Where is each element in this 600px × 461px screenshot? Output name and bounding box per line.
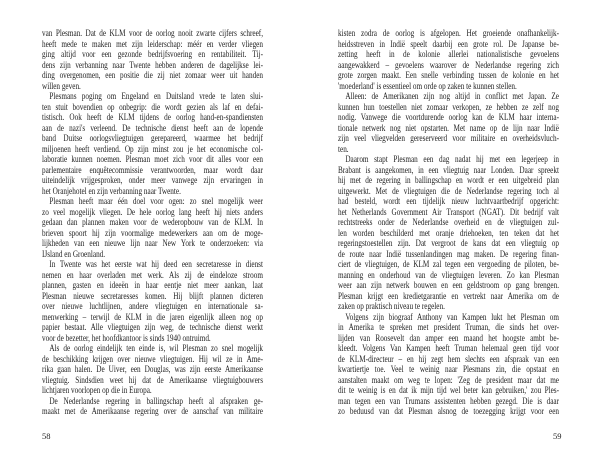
page-number: 58 — [42, 431, 51, 441]
text-line: man tegen een van Trumans assistenten hebben gezegd. Die is daar — [338, 395, 559, 406]
text-line: brieven spoort hij zijn voormalige medewerkers aan om de moge- — [42, 227, 263, 238]
text-line: parlementaire enquêtecommissie verantwoorden, maar wordt daar — [42, 164, 263, 175]
text-line: In Twente was het eerste wat hij deed een secretaresse in dienst — [49, 259, 263, 269]
text-line: Plesmans poging om Engeland en Duitsland vrede te laten slui- — [49, 91, 263, 101]
text-line: dit te weinig is en dat ik mijn tijd wel beter kan gebruiken,' zou Ples- — [338, 385, 559, 395]
text-line: menwerking – terwijl de KLM in die jaren eigenlijk alleen nog op — [42, 311, 263, 322]
text-line: over nieuwe luchtlijnen, andere vliegtuigen en internationale sa- — [42, 301, 263, 311]
left-page-text — [42, 28, 263, 417]
text-line: kunnen hun toestellen niet zomaar verkopen, ze hebben ze zelf nog — [338, 101, 559, 112]
text-line: dens zijn verbanning naar Twente hebben anderen de dagelijkse lei- — [42, 59, 263, 70]
text-line: ten. — [338, 143, 349, 154]
text-line: miljoenen heeft verdiend. Op zijn minst zou je het economische col- — [42, 143, 263, 154]
text-line: plannen, gasten en ideeën in haar eentje niet meer aankan, laat — [42, 280, 263, 290]
right-page-text — [338, 28, 559, 417]
text-line: uiteindelijk vrijgesproken, onder meer vanwege zijn ervaringen in — [42, 175, 263, 185]
text-line: zetting heeft in de kolonie allerlei nationalistische gevoelens — [338, 49, 559, 59]
text-line: aan de nazi's verleend. De technische dienst heeft aan de lopende — [42, 122, 263, 133]
text-line: van Plesman. Dat de KLM voor de oorlog nooit zwarte cijfers schreef, — [42, 28, 263, 38]
text-line: heidsstreven in Indië speelt daarbij een grote rol. De Japanse be- — [338, 38, 559, 49]
text-line: Plesman krijgt een kredietgarantie en vertrekt naar Amerika om de — [338, 290, 559, 301]
text-line: Daarom stapt Plesman een dag nadat hij met een legerjeep in — [345, 154, 559, 164]
text-line: heeft mede te maken met zijn leiderschap: méér en verder vliegen — [42, 38, 263, 49]
text-line: aanstalten maakt om weg te lopen: 'Zeg de president maar dat me — [338, 374, 559, 385]
text-line: Als de oorlog eindelijk ten einde is, wil Plesman zo snel mogelijk — [49, 343, 263, 353]
text-line: lichtjaren voorlopen op die in Europa. — [42, 385, 152, 395]
paragraph — [42, 91, 263, 196]
text-line: papier bestaat. Alle vliegtuigen zijn weg, de technische dienst werkt — [42, 322, 263, 332]
text-line: rika gaan halen. De Uiver, een Douglas, was zijn eerste Amerikaanse — [42, 364, 263, 374]
text-line: ging altijd voor een gezonde bedrijfsvoering en rentabiliteit. Tij- — [42, 49, 263, 59]
text-line: lijkheden van een nieuwe lijn naar New York te onderzoeken: via — [42, 238, 263, 248]
text-line: kleedt. Volgens Van Kampen heeft Truman helemaal geen tijd voor — [338, 343, 559, 353]
text-line: het Oranjehotel en zijn verbanning naar Twente. — [42, 185, 181, 196]
text-line: tistisch. Ook heeft de KLM tijdens de oorlog hand-en-spandiensten — [42, 112, 263, 122]
page-number: 59 — [553, 431, 562, 441]
text-line: manning en onderhoud van de vliegtuigen leveren. Zo kan Plesman — [338, 269, 559, 280]
text-line: maakt met de Amerikaanse regering over de aanschaf van militaire — [42, 406, 263, 416]
text-line: lijden van Roosevelt dan amper een maand het hoogste ambt be- — [338, 332, 559, 343]
text-line: de KLM-directeur – en hij zegt hem slechts een afspraak van een — [338, 353, 559, 364]
text-line: weer aan zijn netwerk bouwen en een geldstroom op gang brengen. — [338, 280, 559, 290]
text-line: ding overgenomen, een positie die zij niet zomaar weer uit handen — [42, 70, 263, 80]
text-line: regeringstoestellen zijn. Dat vergroot de kans dat een vliegtuig op — [338, 238, 559, 248]
text-line: laboratie kunnen noemen. Plesman moet zich voor dit alles voor een — [42, 154, 263, 164]
text-line: grote zorgen maakt. Een snelle verbinding tussen de kolonie en het — [338, 70, 559, 80]
text-line: zijn veel vliegvelden gereserveerd voor militaire en overheidsvluch- — [338, 133, 559, 143]
text-line: hij met de regering in ballingschap en wordt er een uitgebreid plan — [338, 175, 559, 185]
text-line: tionale netwerk nog niet opstarten. Met name op de lijn naar Indië — [338, 122, 559, 133]
paragraph — [338, 154, 559, 312]
paragraph — [338, 91, 559, 154]
text-line: Brabant is aangekomen, in een vliegtuig naar Londen. Daar spreekt — [338, 164, 559, 175]
text-line: De Nederlandse regering in ballingschap heeft al afspraken ge- — [49, 395, 263, 406]
text-line: het Netherlands Government Air Transport (NGAT). Dit bedrijf valt — [338, 206, 559, 217]
paragraph — [42, 343, 263, 396]
text-line: voor de bezetter, het hoofdkantoor is sinds 1940 ontruimd. — [42, 332, 211, 343]
text-line: de beschikking krijgen over nieuwe vliegtuigen. Hij wil ze in Ame- — [42, 353, 263, 364]
text-line: vliegtuig. Sindsdien weet hij dat de Amerikaanse vliegtuigbouwers — [42, 374, 263, 385]
text-line: Volgens zijn biograaf Anthony van Kampen lukt het Plesman om — [345, 311, 559, 322]
text-line: len worden beschilderd met oranje driehoeken, ten teken dat het — [338, 227, 559, 238]
text-line: de route naar Indië tussenlandingen mag maken. De regering finan- — [338, 248, 559, 259]
text-line: had besteld, wordt een tijdelijk nieuw luchtvaartbedrijf opgericht: — [338, 196, 559, 206]
text-line: Plesman nieuwe secretaresses komen. Hij blijft plannen dicteren — [42, 290, 263, 301]
text-line: zo veel mogelijk vliegen. De hele oorlog lang heeft hij niets anders — [42, 206, 263, 217]
text-line: ciert de vliegtuigen, de KLM zal tegen een vergoeding de piloten, be- — [338, 259, 559, 269]
text-line: aangewakkerd – gevoelens waarover de Nederlandse regering zich — [338, 59, 559, 70]
paragraph — [42, 396, 263, 417]
paragraph — [338, 28, 559, 91]
text-line: Plesman heeft maar één doel voor ogen: zo snel mogelijk weer — [49, 196, 263, 206]
text-line: rechtstreeks onder de Nederlandse overheid en de vliegtuigen zul- — [338, 217, 559, 227]
text-line: kisten zodra de oorlog is afgelopen. Het groeiende onafhankelijk- — [338, 28, 559, 38]
text-line: band Duitse oorlogsvliegtuigen gerepareerd, waarmee het bedrijf — [42, 133, 263, 143]
text-line: nemen en haar overladen met werk. Als zij de eindeloze stroom — [42, 269, 263, 280]
text-line: zaken op praktisch niveau te regelen. — [338, 301, 445, 311]
text-line: nodig. Vanwege die voortdurende oorlog kan de KLM haar interna- — [338, 112, 559, 122]
text-line: gedaan dan plannen maken voor de wederopbouw van de KLM. In — [42, 217, 263, 227]
text-line: 'moederland' is essentieel om orde op zaken te kunnen stellen. — [338, 80, 517, 91]
text-line: IJsland en Groenland. — [42, 248, 106, 259]
text-line: kwartiertje toe. Veel te weinig naar Plesmans zin, die opstaat en — [338, 364, 559, 374]
paragraph — [42, 259, 263, 343]
text-line: in Amerika te spreken met president Truman, die sinds het over- — [338, 322, 559, 332]
text-line: ten stuit bovendien op onbegrip: die wordt gezien als laf en defai- — [42, 101, 263, 112]
paragraph — [42, 196, 263, 259]
text-line: zo beduusd van dat Plesman alsnog de toezegging krijgt voor een — [338, 406, 559, 416]
paragraph — [42, 28, 263, 91]
paragraph — [338, 312, 559, 417]
text-line: willen geven. — [42, 80, 81, 91]
text-line: uitgewerkt. Met de vliegtuigen die de Nederlandse regering toch al — [338, 185, 559, 196]
right-page — [300, 0, 600, 461]
text-line: Alleen: de Amerikanen zijn nog altijd in conflict met Japan. Ze — [345, 91, 559, 101]
